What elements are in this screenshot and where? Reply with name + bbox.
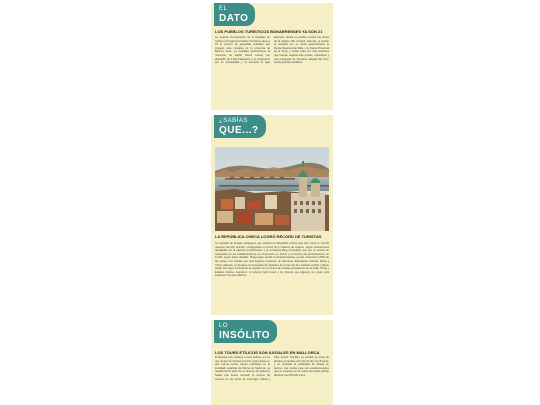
sabias-que-box — [211, 115, 333, 315]
el-dato-headline: LOS PUEBLOS TURÍSTICOS BONAERENSES YA SON 21 — [215, 29, 323, 34]
lo-insolito-headline: LOS TOURS ETÍLICOS SON ILEGALES EN MALLORCA — [215, 350, 320, 355]
el-dato-box — [211, 3, 333, 110]
prague-river-photo — [215, 147, 329, 231]
sabias-que-tab — [214, 115, 266, 138]
lo-insolito-tab-small: LO — [219, 323, 229, 329]
sabias-que-tab-title: QUE...? — [219, 125, 259, 136]
prague-photo-illustration — [215, 147, 329, 231]
el-dato-tab — [214, 3, 255, 26]
lo-insolito-body: El llamado pub crawling o tours etílicos, en los que grupos de turistas recorren varios bares en una misma noche, fueron prohibidos en la localidad española de Palma de Mallorca. La medida forma parte de un decreto del gobierno balear que busca combatir el turismo de excesos en las zonas de Llucmajor, Calviá y Sant Antoni. También se limitará la venta de alcohol en tiendas entre las 21.30 y las 8 horas, y se prohibirá la publicidad de fiestas en barcos. Las multas para los establecimientos que no cumplan con la nueva normativa podrán alcanzar los 600.000 euros. — [215, 356, 329, 381]
sabias-que-headline: LA REPÚBLICA CHECA LOGRÓ RÉCORD DE TURISTAS — [215, 234, 322, 239]
sabias-que-tab-small: ¿SABÍAS — [219, 118, 248, 124]
el-dato-body: La reciente incorporación de la localidad de Carhué al Programa Pueblos Turísticos eleva a 21 el número de pequeñas ciudades que integran esta iniciativa de la provincia de Buenos Aires. La localidad perteneciente al municipio de Adolfo Alsina cuenta con alrededor de 2.000 habitantes y se caracteriza por su tranquilidad y la cercanía al lago Epecuén, donde es posible recorrer las ruinas de la antigua villa turística. Además, el pueblo se destaca por su oferta gastronómica, la Fiesta Regional del Mate y la Fiesta Provincial de la Yerra, y recibe cada vez más visitantes que buscan experiencias rurales, naturaleza y una propuesta de descanso alejada del ritmo de las grandes ciudades. — [215, 36, 329, 65]
lo-insolito-box — [211, 320, 333, 405]
sabias-que-body: La cantidad de turistas extranjeros que visitaron la República Checa este año creció un 23,4% respecto del año anterior, configurando el récord de 9 millones de viajeros, según estimaciones divulgadas por la agencia CzechTourism y la consultora Blog Consulting. Aun así, el número de huéspedes en los establecimientos se incrementó un 16,1% y el número de pernoctaciones un 14,3%, según datos oficiales. Praga sigue siendo el principal destino, ya que concentra el 60% de las visitas. Los turistas que más llegaron provienen de Alemania, Eslovaquia, Polonia, Rusia y China. Además, se destaca el crecimiento de visitantes de Corea del Sur, Estados Unidos y Reino Unido. El mayor crecimiento se registró en el número de turistas procedentes de la India, China y Estados Unidos. Asimismo, el turismo local creció y los checos que eligieron su propio país superaron los seis millones. — [215, 242, 329, 278]
lo-insolito-tab — [214, 320, 277, 343]
sidebar-column — [211, 0, 333, 405]
el-dato-tab-title: DATO — [219, 13, 249, 24]
el-dato-tab-small: EL — [219, 6, 228, 12]
lo-insolito-tab-title: INSÓLITO — [219, 330, 271, 341]
